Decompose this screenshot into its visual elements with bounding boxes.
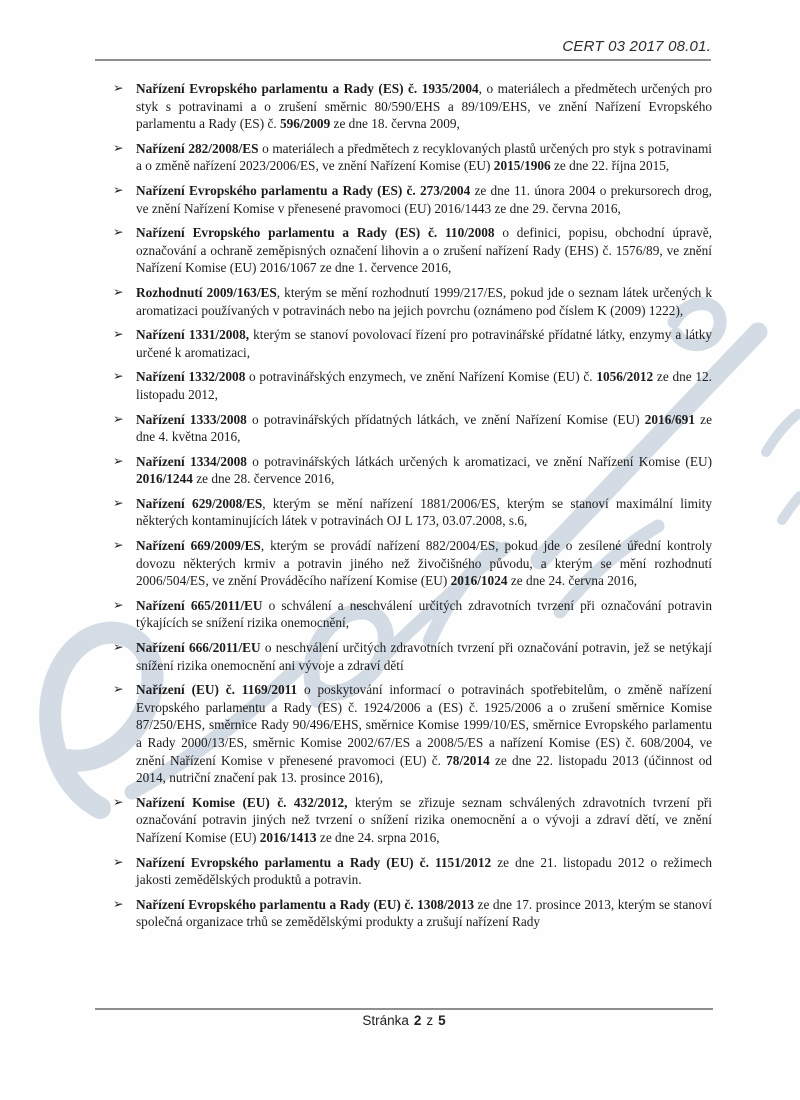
list-item [96, 495, 712, 530]
item-text: Nařízení 1334/2008 o potravinářských látkách určených k aromatizaci, ve znění Nařízení Komise (EU) 2016/1244 ze dne 28. července 2016, [136, 453, 712, 487]
footer-rule [95, 1008, 713, 1010]
bullet-arrow-icon: ➢ [113, 640, 124, 655]
item-text: Nařízení Evropského parlamentu a Rady (EU) č. 1308/2013 ze dne 17. prosince 2013, kterým se stanoví společná organizace trhů se zemědělskými produkty a zrušují nařízení Rady [136, 896, 712, 930]
item-text: Nařízení 665/2011/EU o schválení a neschválení určitých zdravotních tvrzení při označování potravin týkajících se snížení rizika onemocnění, [136, 597, 712, 631]
item-text: Nařízení Evropského parlamentu a Rady (ES) č. 1935/2004, o materiálech a předmětech určených pro styk s potravinami a o zrušení směrnic 80/590/EHS a 89/109/EHS, ve znění Nařízení Evropského parlamentu a Rady (ES) č. 596/2009 ze dne 18. června 2009, [136, 81, 712, 132]
list-item [96, 639, 712, 674]
list-item [96, 794, 712, 847]
bullet-arrow-icon: ➢ [113, 369, 124, 384]
item-text: Nařízení Evropského parlamentu a Rady (ES) č. 110/2008 o definici, popisu, obchodní úpravě, označování a ochraně zeměpisných označení lihovin a o zrušení nařízení Rady (EHS) č. 1576/89, ve znění Nařízení Komise (EU) 2016/1067 ze dne 1. července 2016, [136, 225, 712, 276]
bullet-arrow-icon: ➢ [113, 225, 124, 240]
list-item [96, 597, 712, 632]
bullet-arrow-icon: ➢ [113, 81, 124, 95]
regulation-list [96, 80, 712, 938]
item-text: Nařízení 666/2011/EU o neschválení určitých zdravotních tvrzení při označování potravin, jež se netýkají snížení rizika onemocnění ani vývoje a zdraví dětí [136, 640, 712, 673]
header-rule [95, 59, 711, 61]
item-text: Nařízení (EU) č. 1169/2011 o poskytování informací o potravinách spotřebitelům, o změně nařízení Evropského parlamentu a Rady (ES) č. 1924/2006 a (ES) č. 1925/2006 a o zrušení směrnice Komise 87/250/EHS, směrnice Rady 90/496/EHS, směrnice Komise 1999/10/ES, směrnice Evropského parlamentu a Rady 2000/13/ES, směrnic Komise 2002/67/ES a 2008/5/ES a nařízení Komise (ES) č. 608/2004, ve znění Nařízení Komise v přenesené pravomoci (EU) č. 78/2014 ze dne 22. listopadu 2013 (účinnost od 2014, nutriční značení pak 13. prosince 2016), [136, 682, 713, 786]
bullet-arrow-icon: ➢ [113, 182, 124, 197]
list-item [96, 182, 712, 217]
list-item [96, 896, 712, 931]
bullet-arrow-icon: ➢ [113, 794, 124, 809]
item-text: Nařízení 1333/2008 o potravinářských přídatných látkách, ve znění Nařízení Komise (EU) 2016/691 ze dne 4. května 2016, [136, 411, 712, 445]
item-text: Nařízení Komise (EU) č. 432/2012, kterým se zřizuje seznam schválených zdravotních tvrzení při označování potravin jiných než tvrzení o snížení rizika onemocnění a o vývoji a zdraví dětí, ve znění Nařízení Komise (EU) 2016/1413 ze dne 24. srpna 2016, [136, 794, 712, 845]
list-item [96, 326, 712, 361]
footer-current-page: 2 [413, 1013, 422, 1028]
list-item [96, 368, 712, 403]
list-item [96, 284, 712, 319]
list-item [96, 224, 712, 277]
bullet-arrow-icon: ➢ [113, 453, 124, 468]
bullet-arrow-icon: ➢ [113, 854, 124, 869]
bullet-arrow-icon: ➢ [113, 538, 124, 553]
item-text: Nařízení Evropského parlamentu a Rady (EU) č. 1151/2012 ze dne 21. listopadu 2012 o režimech jakosti zemědělských produktů a potravin. [136, 854, 712, 888]
list-item [96, 140, 712, 175]
bullet-arrow-icon: ➢ [113, 896, 124, 911]
bullet-arrow-icon: ➢ [113, 327, 124, 342]
bullet-arrow-icon: ➢ [113, 597, 124, 612]
header-doc-code: CERT 03 2017 08.01. [562, 38, 711, 55]
list-item [96, 854, 712, 889]
list-item [96, 537, 712, 590]
item-text: Nařízení Evropského parlamentu a Rady (ES) č. 273/2004 ze dne 11. února 2004 o prekursorech drog, ve znění Nařízení Komise v přenesené pravomoci (EU) 2016/1443 ze dne 29. června 2016, [136, 182, 712, 216]
page-number [95, 1013, 713, 1028]
list-item [96, 411, 712, 446]
bullet-arrow-icon: ➢ [113, 140, 124, 155]
footer-of-label: z [426, 1013, 434, 1028]
item-text: Nařízení 282/2008/ES o materiálech a předmětech z recyklovaných plastů určených pro styk s potravinami a o změně nařízení 2023/2006/ES, ve znění Nařízení Komise (EU) 2015/1906 ze dne 22. října 2015, [136, 140, 712, 174]
bullet-arrow-icon: ➢ [113, 284, 124, 299]
list-item [96, 681, 712, 787]
footer-total-pages: 5 [438, 1013, 446, 1028]
bullet-arrow-icon: ➢ [113, 411, 124, 426]
bullet-arrow-icon: ➢ [113, 495, 124, 510]
list-item [96, 80, 712, 133]
item-text: Nařízení 669/2009/ES, kterým se provádí nařízení 882/2004/ES, pokud jde o zesílené úřední kontroly dovozu některých krmiv a potravin jiného než živočišného původu, a kterým se mění rozhodnutí 2006/504/ES, ve znění Prováděcího nařízení Komise (EU) 2016/1024 ze dne 24. června 2016, [136, 538, 712, 589]
footer-label: Stránka [362, 1013, 409, 1028]
bullet-arrow-icon: ➢ [113, 682, 124, 697]
list-item [96, 453, 712, 488]
item-text: Nařízení 629/2008/ES, kterým se mění nařízení 1881/2006/ES, kterým se stanoví maximální limity některých kontaminujících látek v potravinách OJ L 173, 03.07.2008, s.6, [136, 495, 712, 529]
item-text: Nařízení 1331/2008, kterým se stanoví povolovací řízení pro potravinářské přídatné látky, enzymy a látky určené k aromatizaci, [136, 327, 712, 360]
item-text: Rozhodnutí 2009/163/ES, kterým se mění rozhodnutí 1999/217/ES, pokud jde o seznam látek určených k aromatizaci používaných v potravinách nebo na jejich povrchu (oznámeno pod číslem K (2009) 1222), [136, 284, 712, 318]
item-text: Nařízení 1332/2008 o potravinářských enzymech, ve znění Nařízení Komise (EU) č. 1056/2012 ze dne 12. listopadu 2012, [136, 369, 712, 402]
